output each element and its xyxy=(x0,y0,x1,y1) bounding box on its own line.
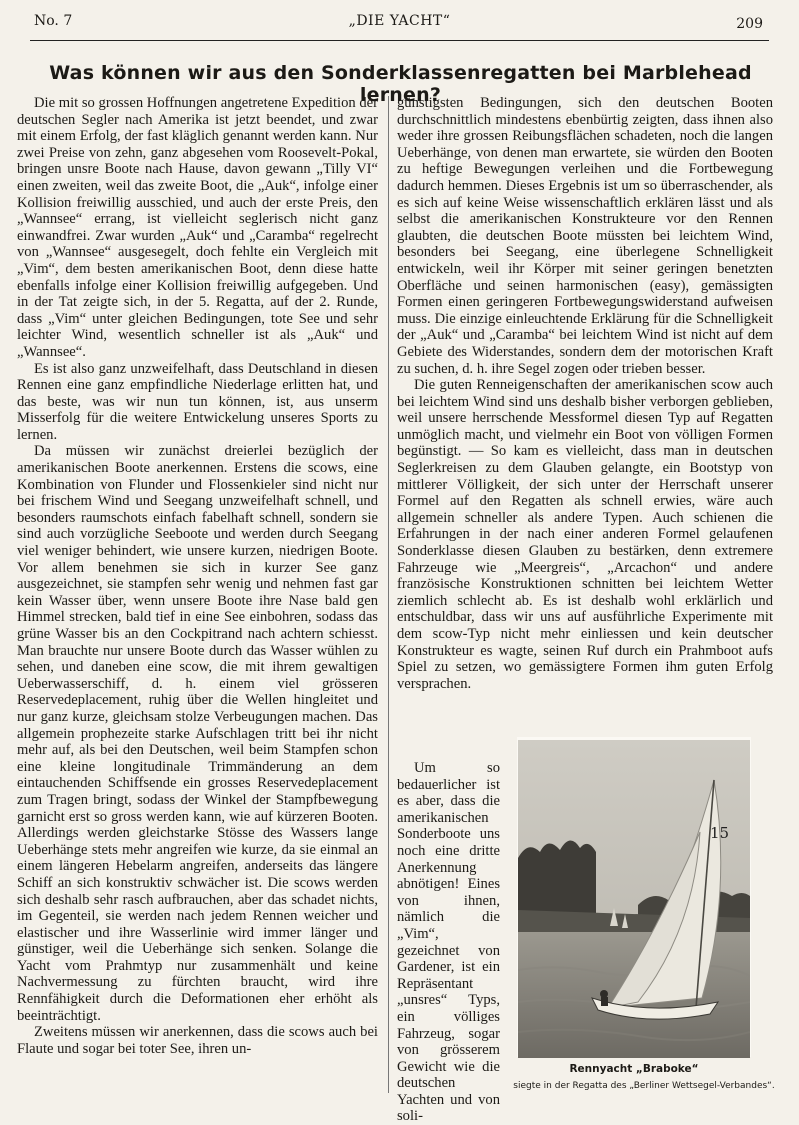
issue-number: No. 7 xyxy=(34,13,73,29)
photo-caption-title: Rennyacht „Braboke“ xyxy=(569,1063,699,1075)
sailboat-illustration xyxy=(518,740,750,1058)
article-title: Was können wir aus den Sonderklassenregatten bei Marblehead lernen? xyxy=(49,62,752,106)
paragraph: Die mit so grossen Hoffnungen angetretene Expedition der deutschen Segler nach Amerika ist jetzt beendet, und zwar mit einem Erfolg, der fast kläglich genannt werden kann. Nur zwei Preise von zehn, ganz abgesehen vom Roosevelt-Pokal, bringen unsre Boote nach Hause, davon gewann „Tilly VI“ einen zweiten, weil das zweite Boot, die „Auk“, infolge einer Kollision freiwillig ausschied, und auch der erste Preis, den „Wannsee“ errang, ist vielleicht seglerisch nicht ganz einwandfrei. Zwar wurden „Auk“ und „Caramba“ regelrecht von „Wannsee“ ausgesegelt, doch fehlte ein Vergleich mit „Vim“, dem besten amerikanischen Boot, denn diese hatte ebenfalls infolge einer Kollision freiwillig aufgegeben. Und in der Tat zeigte sich, in der 5. Regatta, auf der 2. Runde, dass „Vim“ unter gleichen Bedingungen, tote See und sehr leichter Wind, wesentlich schneller ist als „Auk“ und „Wannsee“. xyxy=(17,95,378,360)
left-column xyxy=(17,95,378,1095)
right-column xyxy=(397,95,773,755)
paragraph: Um so bedauerlicher ist es aber, dass die amerikanischen Sonderboote uns noch eine dritte Anerkennung abnötigen! Eines von ihnen, nämlich die „Vim“, gezeichnet von Gardener, ist ein Repräsentant „unsres“ Typs, ein völliges Fahrzeug, sogar von grösserem Gewicht wie die deutschen Yachten und von soli- xyxy=(397,760,500,1125)
paragraph: Da müssen wir zunächst dreierlei bezüglich der amerikanischen Boote anerkennen. Erstens die scows, eine Kombination von Flunder und Flossenkieler sind nicht nur bei frischem Wind und Seegang unzweifelhaft schnell, und besonders raumschots einfach fabelhaft schnell, sondern sie sind auch vorzügliche Seeboote und werden durch Seegang viel weniger behindert, wie unsere kurzen, niedrigen Boote. Vor allem benehmen sie sich in kurzer See ganz ausgezeichnet, sie stampfen sehr wenig und nehmen fast gar kein Wasser über, wenn unsere Boote ihre Nase bald gen Himmel strecken, bald tief in eine See einbohren, sodass das grüne Wasser bis an den Cockpitrand nach achtern schiesst. Man brauchte nur unsere Boote durch das Wasser wühlen zu sehen, und daneben eine scow, die mit ihrem gewaltigen Ueberwasserschiff, d. h. einem viel grösseren Reservedeplacement, ruhig über die Wellen hingleitet und nur ganz kurze, gleichsam stolze Verbeugungen machen. Das allgemein prophezeite starke Aufschlagen tritt bei ihr nicht mehr auf, als bei den Deutschen, weil beim Stampfen schon eine kleine longitudinale Trimmänderung an dem eintauchenden Schiffsende ein grosses Reservedeplacement zum Tragen bringt, sodass der Winkel der Stampfbewegung garnicht erst so gross werden kann, wie auf kürzeren Booten. Allerdings werden gleichstarke Stösse des Wassers lange Ueberhänge stets mehr angreifen wie kurze, da sie einmal an einem längeren Hebelarm angreifen, anderseits das längere Schiff an sich konstruktiv schwächer ist. Die scows werden sich deshalb sehr rasch aufbrauchen, aber das schadet nichts, im Gegenteil, sie werden nach jedem Rennen weicher und elastischer und ihre Wasserlinie wird immer länger und günstiger, weil die Ueberhänge sich senken. Solange die Yacht vom Prahmtyp nur zusammenhält und keine Nachvermessung zu fürchten braucht, wird ihre Rennfähigkeit durch die Deformationen eher erhöht als beeinträchtigt. xyxy=(17,443,378,1024)
page-number: 209 xyxy=(736,16,763,32)
paragraph: Zweitens müssen wir anerkennen, dass die scows auch bei Flaute und sogar bei toter See, ihren un- xyxy=(17,1024,378,1057)
yacht-photo xyxy=(518,740,750,1058)
paragraph: Die guten Renneigenschaften der amerikanischen scow auch bei leichtem Wind sind uns deshalb bisher verborgen geblieben, weil unsere herrschende Messformel diesen Typ auf Regatten unmöglich macht, und vielmehr ein Boot von völligen Formen begünstigt. — So kam es vielleicht, dass man in deutschen Seglerkreisen zu dem Glauben gelangte, ein Bootstyp von mittlerer Völligkeit, der sich unter der Herrschaft unserer Formel auf den Regatten als schnell erwies, wäre auch allgemein schneller als andere Typen. Auch schienen die Erfahrungen in der nach einer anderen Formel gelaufenen Sonderklasse diesen Glauben zu bestärken, denn extremere Fahrzeuge wie „Meergreis“, „Arcachon“ und andere französische Konstruktionen schnitten bei leichtem Wetter ziemlich schlecht ab. Es ist deshalb wohl erklärlich und entschuldbar, dass wir uns auf ausführliche Experimente mit dem scow-Typ nicht mehr einliessen und kein deutscher Konstrukteur es wagte, seinen Ruf durch ein Prahmboot aufs Spiel zu setzen, wo gemässigtere Formen ihm guten Erfolg versprachen. xyxy=(397,377,773,692)
paragraph: günstigsten Bedingungen, sich den deutschen Booten durchschnittlich mindestens ebenbürtig zeigten, dass ihnen also weder ihre grossen Reibungsflächen schadeten, noch die langen Ueberhänge, von denen man erwartete, sie würden den Booten zu heftige Bewegungen verleihen und die Fortbewegung dadurch hemmen. Dieses Ergebnis ist um so überraschender, als es sich auf keine Weise wissenschaftlich erklären lässt und als selbst die amerikanischen Konstrukteure vor den Rennen glaubten, die deutschen Boote müssten bei leichtem Wind, besonders bei Seegang, eine überlegene Schnelligkeit entwickeln, weil ihr Körper mit seiner geringen benetzten Oberfläche und seinen harmonischen (easy), gemässigten Formen einen geringeren Fortbewegungswiderstand aufweisen muss. Die einzige einleuchtende Erklärung für die Schnelligkeit der „Auk“ und „Caramba“ bei leichtem Wind ist nicht auf dem Gebiete des Widerstandes, sondern dem der motorischen Kraft zu suchen, d. h. ihre Segel zogen oder trieben besser. xyxy=(397,95,773,377)
header-rule xyxy=(30,40,769,41)
journal-title: „DIE YACHT“ xyxy=(348,13,451,29)
photo-caption-text: siegte in der Regatta des „Berliner Wettsegel-Verbandes“. xyxy=(513,1081,775,1091)
sail-number: 15 xyxy=(710,824,730,842)
column-divider xyxy=(388,96,389,1093)
paragraph: Es ist also ganz unzweifelhaft, dass Deutschland in diesen Rennen eine ganz empfindliche Niederlage erlitten hat, und das beste, was wir nun tun können, ist, aus unserm Misserfolg für die weitere Entwickelung unseres Sports zu lernen. xyxy=(17,360,378,443)
narrow-column xyxy=(397,760,500,1125)
